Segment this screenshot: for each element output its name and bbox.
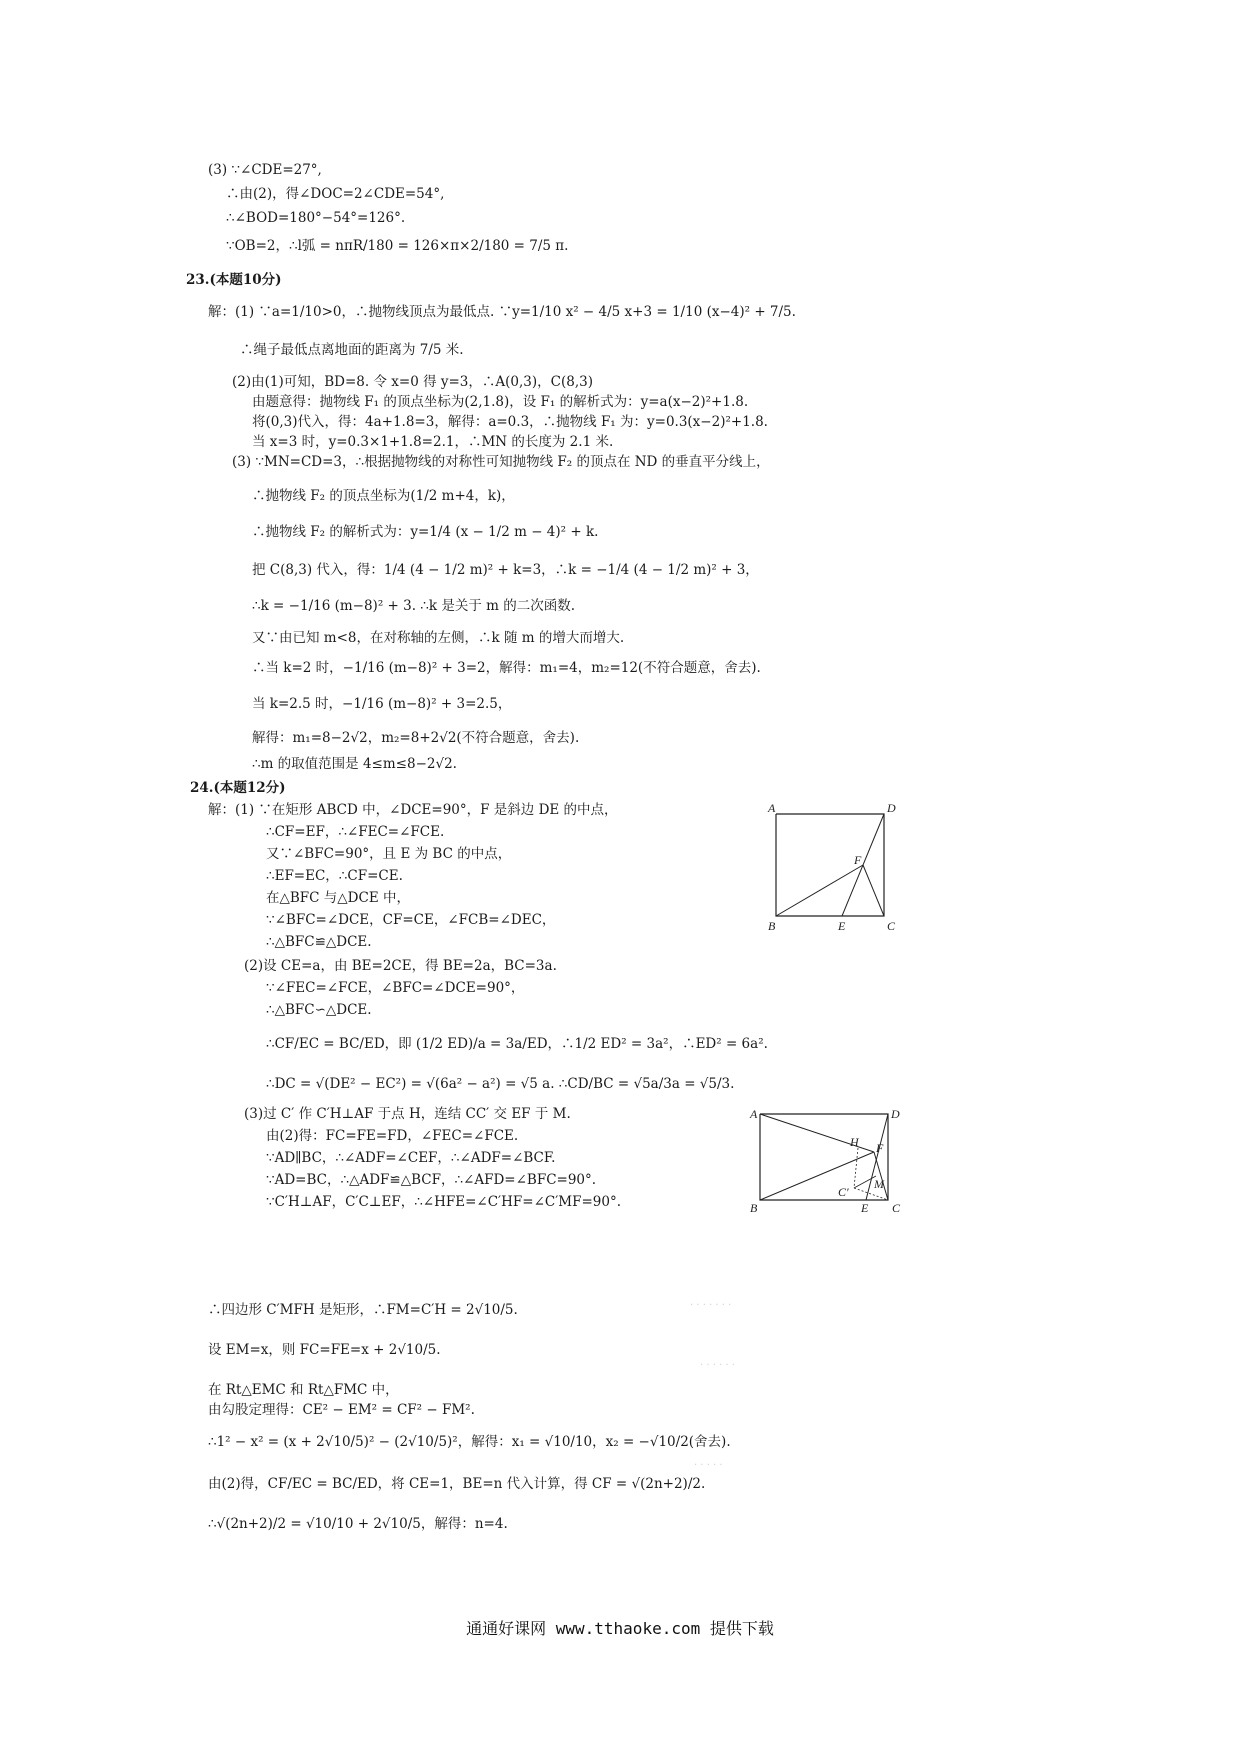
text-line: 将(0,3)代入，得：4a+1.8=3，解得：a=0.3，∴抛物线 F₁ 为：y=0.3(x−2)²+1.8. bbox=[252, 414, 768, 430]
label-d: D bbox=[891, 1107, 900, 1121]
text-line: 把 C(8,3) 代入，得：1/4 (4 − 1/2 m)² + k=3，∴k = −1/4 (4 − 1/2 m)² + 3， bbox=[252, 562, 759, 578]
text-line: ∴由(2)，得∠DOC=2∠CDE=54°, bbox=[226, 186, 445, 202]
text-line: ∴四边形 C′MFH 是矩形，∴FM=C′H = 2√10/5. bbox=[208, 1302, 518, 1318]
text-line: 由题意得：抛物线 F₁ 的顶点坐标为(2,1.8)，设 F₁ 的解析式为：y=a(x−2)²+1.8. bbox=[252, 394, 749, 410]
text-line: ∴CF/EC = BC/ED，即 (1/2 ED)/a = 3a/ED，∴1/2 ED² = 3a²，∴ED² = 6a². bbox=[266, 1036, 768, 1052]
text-line: 当 k=2.5 时，−1/16 (m−8)² + 3=2.5， bbox=[252, 696, 512, 712]
text-line: ∴△BFC∽△DCE. bbox=[266, 1002, 372, 1018]
bleed-through-mark: · · · · · · bbox=[700, 1360, 735, 1371]
label-c: C bbox=[887, 919, 896, 933]
label-c: C bbox=[892, 1201, 901, 1215]
text-line: 由(2)得：FC=FE=FD，∠FEC=∠FCE. bbox=[266, 1128, 519, 1144]
text-line: 当 x=3 时，y=0.3×1+1.8=2.1，∴MN 的长度为 2.1 米. bbox=[252, 434, 614, 450]
label-e: E bbox=[838, 919, 846, 933]
text-line: (3) ∵∠CDE=27°, bbox=[208, 162, 322, 178]
figure-2-rectangle-diagram bbox=[748, 1106, 908, 1220]
text-line: ∵∠BFC=∠DCE，CF=CE，∠FCB=∠DEC， bbox=[266, 912, 556, 928]
text-line: ∴1² − x² = (x + 2√10/5)² − (2√10/5)²，解得：x₁ = √10/10，x₂ = −√10/2(舍去). bbox=[208, 1434, 731, 1450]
text-line: ∴EF=EC，∴CF=CE. bbox=[266, 868, 403, 884]
figure-1-rectangle-diagram bbox=[766, 800, 906, 944]
text-line: 解得：m₁=8−2√2，m₂=8+2√2(不符合题意，舍去). bbox=[252, 730, 580, 746]
text-line: ∵AD=BC，∴△ADF≌△BCF，∴∠AFD=∠BFC=90°. bbox=[266, 1172, 597, 1188]
text-line: ∴√(2n+2)/2 = √10/10 + 2√10/5，解得：n=4. bbox=[208, 1516, 508, 1532]
label-f: F bbox=[854, 853, 862, 867]
label-c-prime: C′ bbox=[838, 1185, 849, 1199]
text-line: ∵OB=2，∴l弧 = nπR/180 = 126×π×2/180 = 7/5 π. bbox=[226, 238, 569, 254]
bleed-through-mark: · · · · · bbox=[694, 1460, 723, 1471]
text-line: ∴∠BOD=180°−54°=126°. bbox=[226, 210, 406, 226]
text-line: 在△BFC 与△DCE 中， bbox=[266, 890, 410, 906]
label-h: H bbox=[850, 1135, 859, 1149]
text-line: ∵∠FEC=∠FCE，∠BFC=∠DCE=90°， bbox=[266, 980, 525, 996]
text-line: ∴绳子最低点离地面的距离为 7/5 米. bbox=[240, 342, 464, 358]
text-line: ∴m 的取值范围是 4≤m≤8−2√2. bbox=[252, 756, 457, 772]
text-line: 设 EM=x，则 FC=FE=x + 2√10/5. bbox=[208, 1342, 441, 1358]
text-line: ∴抛物线 F₂ 的解析式为：y=1/4 (x − 1/2 m − 4)² + k. bbox=[252, 524, 599, 540]
text-line: 解：(1) ∵在矩形 ABCD 中，∠DCE=90°，F 是斜边 DE 的中点， bbox=[208, 802, 618, 818]
text-line: 解：(1) ∵a=1/10>0，∴抛物线顶点为最低点. ∵y=1/10 x² − 4/5 x+3 = 1/10 (x−4)² + 7/5. bbox=[208, 304, 796, 320]
text-line: ∴DC = √(DE² − EC²) = √(6a² − a²) = √5 a. ∴CD/BC = √5a/3a = √5/3. bbox=[266, 1076, 735, 1092]
text-line: 又∵由已知 m<8，在对称轴的左侧，∴k 随 m 的增大而增大. bbox=[252, 630, 625, 646]
label-f: F bbox=[876, 1141, 884, 1155]
text-line: ∴CF=EF，∴∠FEC=∠FCE. bbox=[266, 824, 445, 840]
text-line: ∴抛物线 F₂ 的顶点坐标为(1/2 m+4，k)， bbox=[252, 488, 515, 504]
label-a: A bbox=[768, 801, 776, 815]
label-b: B bbox=[768, 919, 776, 933]
question-24-header: 24.(本题12分) bbox=[190, 780, 286, 796]
text-line: ∴k = −1/16 (m−8)² + 3. ∴k 是关于 m 的二次函数. bbox=[252, 598, 576, 614]
text-line: ∵C′H⊥AF，C′C⊥EF，∴∠HFE=∠C′HF=∠C′MF=90°. bbox=[266, 1194, 622, 1210]
text-line: (2)由(1)可知，BD=8. 令 x=0 得 y=3，∴A(0,3)，C(8,3) bbox=[232, 374, 593, 390]
text-line: ∴△BFC≌△DCE. bbox=[266, 934, 372, 950]
label-e: E bbox=[861, 1201, 869, 1215]
label-a: A bbox=[750, 1107, 758, 1121]
question-23-header: 23.(本题10分) bbox=[186, 272, 282, 288]
bleed-through-mark: · · · · · · · bbox=[690, 1300, 732, 1311]
text-line: ∴当 k=2 时，−1/16 (m−8)² + 3=2，解得：m₁=4，m₂=12(不符合题意，舍去). bbox=[252, 660, 761, 676]
text-line: (3)过 C′ 作 C′H⊥AF 于点 H，连结 CC′ 交 EF 于 M. bbox=[244, 1106, 571, 1122]
text-line: ∵AD∥BC，∴∠ADF=∠CEF，∴∠ADF=∠BCF. bbox=[266, 1150, 556, 1166]
text-line: (3) ∵MN=CD=3，∴根据抛物线的对称性可知抛物线 F₂ 的顶点在 ND 的垂直平分线上， bbox=[232, 454, 770, 470]
label-b: B bbox=[750, 1201, 758, 1215]
text-line: 在 Rt△EMC 和 Rt△FMC 中， bbox=[208, 1382, 399, 1398]
text-line: 由勾股定理得：CE² − EM² = CF² − FM². bbox=[208, 1402, 475, 1418]
text-line: 由(2)得，CF/EC = BC/ED，将 CE=1，BE=n 代入计算，得 CF = √(2n+2)/2. bbox=[208, 1476, 706, 1492]
page-footer: 通通好课网 www.tthaoke.com 提供下载 bbox=[466, 1619, 774, 1638]
text-line: (2)设 CE=a，由 BE=2CE，得 BE=2a，BC=3a. bbox=[244, 958, 557, 974]
text-line: 又∵∠BFC=90°，且 E 为 BC 的中点， bbox=[266, 846, 512, 862]
label-m: M bbox=[874, 1177, 884, 1191]
label-d: D bbox=[887, 801, 896, 815]
